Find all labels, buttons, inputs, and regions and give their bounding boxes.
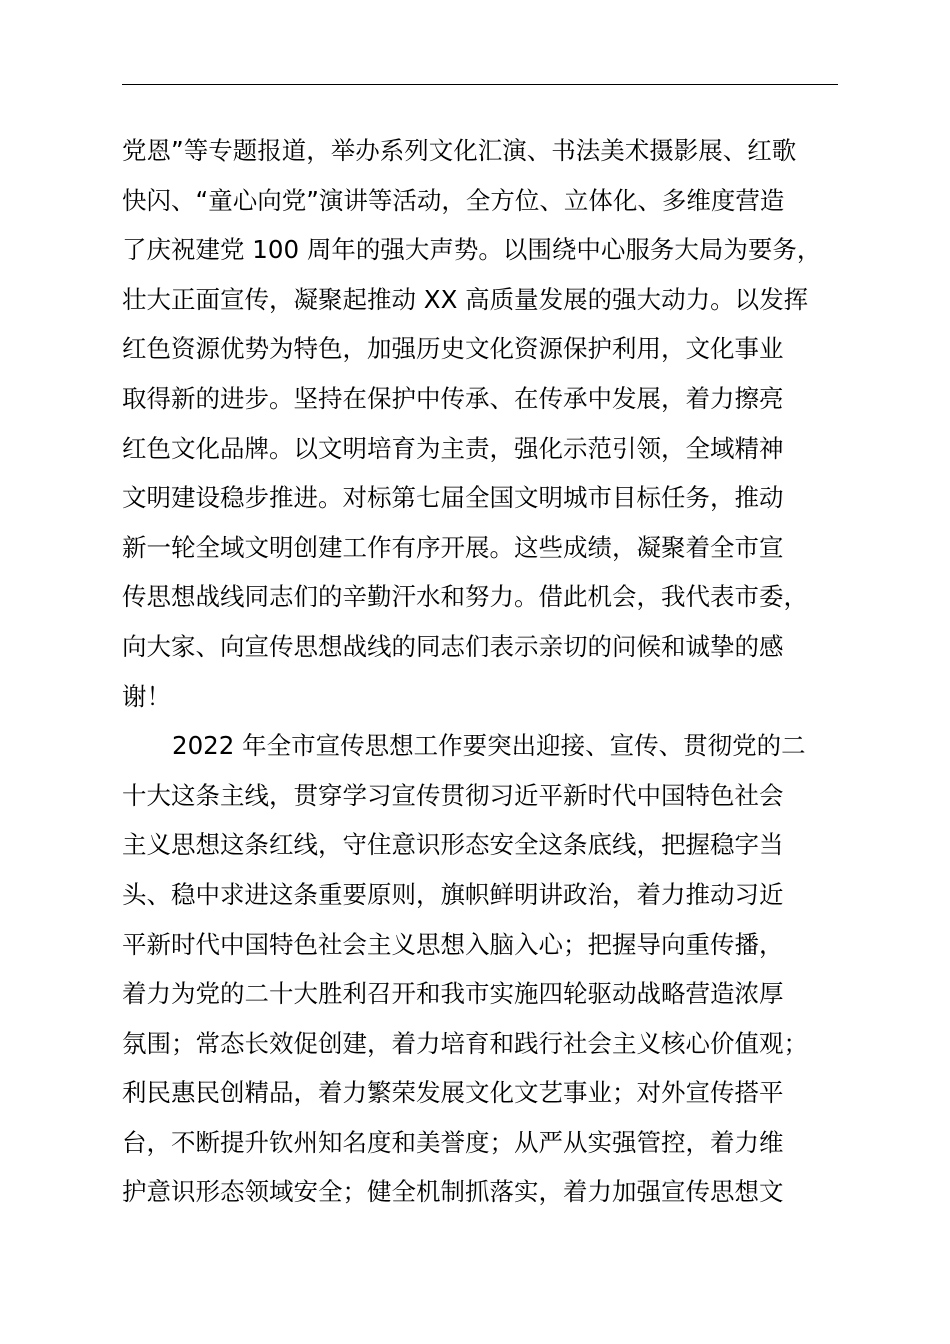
text-line: 了庆祝建党 100 周年的强大声势。以围绕中心服务大局为要务，	[122, 235, 822, 265]
paragraph-2	[122, 721, 862, 1217]
text-line: 向大家、向宣传思想战线的同志们表示亲切的问候和诚挚的感	[122, 631, 784, 661]
body-text	[122, 126, 862, 1217]
header-rule	[122, 84, 838, 85]
text-line: 利民惠民创精品，着力繁荣发展文化文艺事业；对外宣传搭平	[122, 1078, 784, 1108]
text-line: 传思想战线同志们的辛勤汗水和努力。借此机会，我代表市委，	[122, 582, 808, 612]
paragraph-1	[122, 126, 862, 721]
text-line: 台，不断提升钦州知名度和美誉度；从严从实强管控，着力维	[122, 1127, 784, 1157]
text-line: 文明建设稳步推进。对标第七届全国文明城市目标任务，推动	[122, 483, 784, 513]
text-line: 护意识形态领域安全；健全机制抓落实，着力加强宣传思想文	[122, 1177, 784, 1207]
text-line: 2022 年全市宣传思想工作要突出迎接、宣传、贯彻党的二	[172, 731, 806, 761]
text-line: 取得新的进步。坚持在保护中传承、在传承中发展，着力擦亮	[122, 383, 784, 413]
text-line: 红色资源优势为特色，加强历史文化资源保护利用，文化事业	[122, 334, 784, 364]
text-line: 平新时代中国特色社会主义思想入脑入心；把握导向重传播，	[122, 929, 784, 959]
text-line: 主义思想这条红线，守住意识形态安全这条底线，把握稳字当	[122, 830, 784, 860]
text-line: 新一轮全域文明创建工作有序开展。这些成绩，凝聚着全市宣	[122, 532, 784, 562]
text-line: 壮大正面宣传，凝聚起推动 XX 高质量发展的强大动力。以发挥	[122, 284, 809, 314]
text-line: 谢！	[122, 681, 171, 711]
text-line: 十大这条主线，贯穿学习宣传贯彻习近平新时代中国特色社会	[122, 780, 784, 810]
text-line: 红色文化品牌。以文明培育为主责，强化示范引领，全域精神	[122, 433, 784, 463]
text-line: 快闪、“童心向党”演讲等活动，全方位、立体化、多维度营造	[122, 185, 785, 215]
text-line: 头、稳中求进这条重要原则，旗帜鲜明讲政治，着力推动习近	[122, 879, 784, 909]
text-line: 党恩”等专题报道，举办系列文化汇演、书法美术摄影展、红歌	[122, 136, 797, 165]
text-line: 氛围；常态长效促创建，着力培育和践行社会主义核心价值观；	[122, 1028, 808, 1058]
text-line: 着力为党的二十大胜利召开和我市实施四轮驱动战略营造浓厚	[122, 979, 784, 1009]
